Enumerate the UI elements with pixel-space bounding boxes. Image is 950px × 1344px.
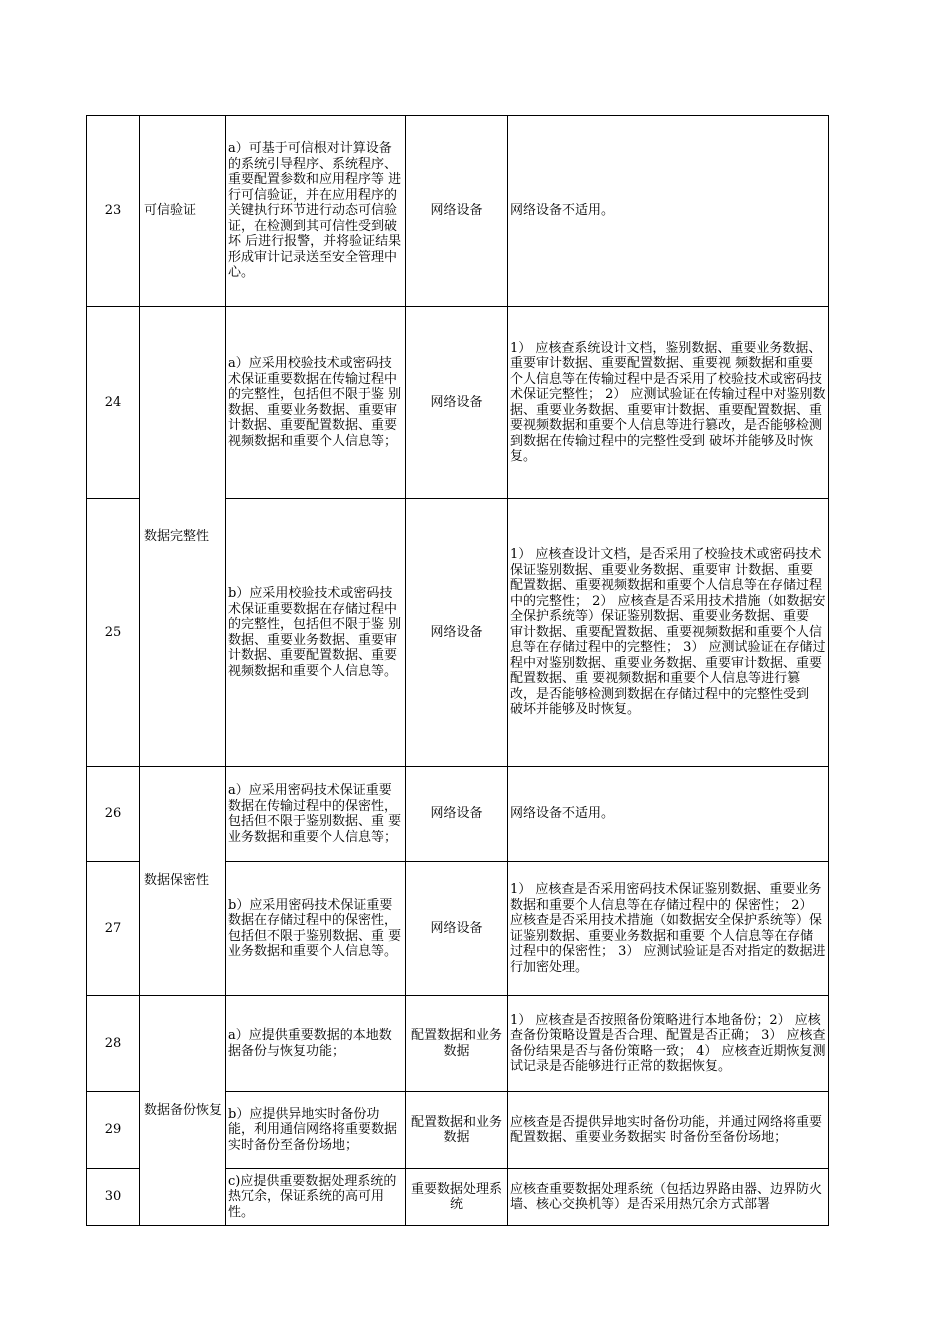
method-cell: 网络设备不适用。: [508, 116, 829, 307]
method-cell: 1） 应核查设计文档，是否采用了校验技术或密码技术保证鉴别数据、重要业务数据、重要审 计数据、重要配置数据、重要视频数据和重要个人信息等在存储过程中的完整性； 2） 应核查是否采用技术措施（如数据安全保护系统等）保证鉴别数据、重要业务数据、重要 审计数据、重要配置数据、重要视频数据和重要个人信息等在存储过程中的完整性； 3） 应测试验证在存储过程中对鉴别数据、重要业务数据、重要审计数据、重要配置数据、重 要视频数据和重要个人信息等进行篡改，是否能够检测到数据在存储过程中的完整性受到 破坏并能够及时恢复。: [508, 499, 829, 767]
object-cell: 配置数据和业务数据: [406, 996, 508, 1092]
object-cell: 网络设备: [406, 862, 508, 996]
row-number: 29: [87, 1092, 140, 1169]
method-cell: 1） 应核查是否按照备份策略进行本地备份；2） 应核查备份策略设置是否合理、配置是否正确； 3） 应核查备份结果是否与备份策略一致； 4） 应核查近期恢复测试记录是否能够进行正常的数据恢复。: [508, 996, 829, 1092]
requirement-cell: a）应采用校验技术或密码技术保证重要数据在传输过程中的完整性，包括但不限于鉴 别数据、重要业务数据、重要审计数据、重要配置数据、重要视频数据和重要个人信息等；: [226, 307, 406, 499]
row-number: 25: [87, 499, 140, 767]
requirement-cell: b）应采用校验技术或密码技术保证重要数据在存储过程中的完整性，包括但不限于鉴 别数据、重要业务数据、重要审计数据、重要配置数据、重要视频数据和重要个人信息等。: [226, 499, 406, 767]
row-number: 23: [87, 116, 140, 307]
row-number: 24: [87, 307, 140, 499]
table-row: [87, 996, 829, 1092]
object-cell: 重要数据处理系统: [406, 1169, 508, 1226]
requirement-cell: b）应采用密码技术保证重要数据在存储过程中的保密性，包括但不限于鉴别数据、重 要业务数据和重要个人信息等。: [226, 862, 406, 996]
requirement-cell: b）应提供异地实时备份功能，利用通信网络将重要数据实时备份至备份场地；: [226, 1092, 406, 1169]
table-row: [87, 307, 829, 499]
table-row: [87, 116, 829, 307]
method-cell: 1） 应核查系统设计文档，鉴别数据、重要业务数据、重要审计数据、重要配置数据、重要视 频数据和重要个人信息等在传输过程中是否采用了校验技术或密码技术保证完整性； 2） 应测试验证在传输过程中对鉴别数据、重要业务数据、重要审计数据、重要配置数据、重 要视频数据和重要个人信息等进行篡改，是否能够检测到数据在传输过程中的完整性受到 破坏并能够及时恢复。: [508, 307, 829, 499]
requirement-cell: a）应采用密码技术保证重要数据在传输过程中的保密性，包括但不限于鉴别数据、重 要业务数据和重要个人信息等；: [226, 767, 406, 862]
table-row: [87, 767, 829, 862]
method-cell: 1） 应核查是否采用密码技术保证鉴别数据、重要业务数据和重要个人信息等在存储过程中的 保密性； 2） 应核查是否采用技术措施（如数据安全保护系统等）保证鉴别数据、重要业务数据和重要 个人信息等在存储过程中的保密性； 3） 应测试验证是否对指定的数据进行加密处理。: [508, 862, 829, 996]
row-number: 28: [87, 996, 140, 1092]
object-cell: 网络设备: [406, 307, 508, 499]
category-cell: 数据保密性: [140, 767, 226, 996]
object-cell: 网络设备: [406, 116, 508, 307]
requirement-cell: a）应提供重要数据的本地数据备份与恢复功能；: [226, 996, 406, 1092]
category-cell: 数据完整性: [140, 307, 226, 767]
object-cell: 配置数据和业务数据: [406, 1092, 508, 1169]
object-cell: 网络设备: [406, 767, 508, 862]
row-number: 27: [87, 862, 140, 996]
method-cell: 应核查重要数据处理系统（包括边界路由器、边界防火墙、核心交换机等）是否采用热冗余方式部署: [508, 1169, 829, 1226]
evaluation-table: [86, 115, 829, 1226]
category-cell: 数据备份恢复: [140, 996, 226, 1226]
method-cell: 应核查是否提供异地实时备份功能，并通过网络将重要配置数据、重要业务数据实 时备份至备份场地；: [508, 1092, 829, 1169]
category-cell: 可信验证: [140, 116, 226, 307]
method-cell: 网络设备不适用。: [508, 767, 829, 862]
row-number: 30: [87, 1169, 140, 1226]
requirement-cell: a）可基于可信根对计算设备的系统引导程序、系统程序、重要配置参数和应用程序等 进行可信验证，并在应用程序的关键执行环节进行动态可信验证，在检测到其可信性受到破坏 后进行报警，并将验证结果形成审计记录送至安全管理中心。: [226, 116, 406, 307]
object-cell: 网络设备: [406, 499, 508, 767]
requirement-cell: c)应提供重要数据处理系统的热冗余，保证系统的高可用性。: [226, 1169, 406, 1226]
row-number: 26: [87, 767, 140, 862]
